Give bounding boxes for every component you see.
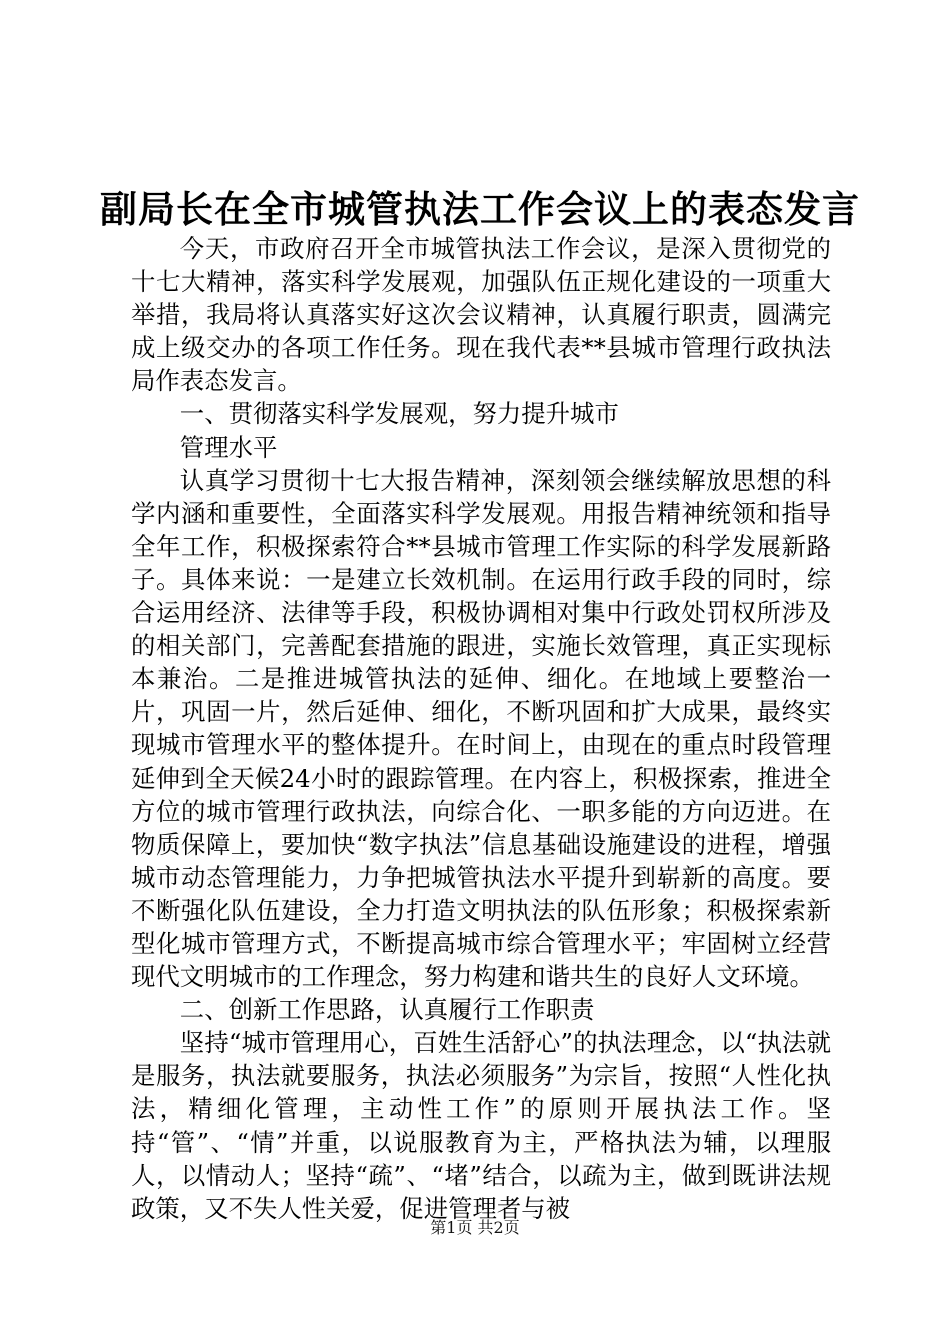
section-heading-1: 一、贯彻落实科学发展观，努力提升城市 bbox=[179, 399, 619, 429]
intro-paragraph: 今天，市政府召开全市城管执法工作会议，是深入贯彻党的十七大精神，落实科学发展观，加强队伍正规化建设的一项重大举措，我局将认真落实好这次会议精神，认真履行职责，圆满完成上级交办的各项工作任务。现在我代表**县城市管理行政执法局作表态发言。 bbox=[131, 234, 831, 396]
section-heading-2: 二、创新工作思路，认真履行工作职责 bbox=[179, 995, 595, 1025]
section-heading-1-continued: 管理水平 bbox=[179, 432, 278, 462]
page-number-footer: 第1页 共2页 bbox=[430, 1218, 520, 1237]
section-1-paragraph: 认真学习贯彻十七大报告精神，深刻领会继续解放思想的科学内涵和重要性，全面落实科学发展观。用报告精神统领和指导全年工作，积极探索符合**县城市管理工作实际的科学发展新路子。具体来说：一是建立长效机制。在运用行政手段的同时，综合运用经济、法律等手段，积极协调相对集中行政处罚权所涉及的相关部门，完善配套措施的跟进，实施长效管理，真正实现标本兼治。二是推进城管执法的延伸、细化。在地域上要整治一片，巩固一片，然后延伸、细化，不断巩固和扩大成果，最终实现城市管理水平的整体提升。在时间上，由现在的重点时段管理延伸到全天候24小时的跟踪管理。在内容上，积极探索，推进全方位的城市管理行政执法，向综合化、一职多能的方向迈进。在物质保障上，要加快“数字执法”信息基础设施建设的进程，增强城市动态管理能力，力争把城管执法水平提升到崭新的高度。要不断强化队伍建设，全力打造文明执法的队伍形象；积极探索新型化城市管理方式，不断提高城市综合管理水平；牢固树立经营现代文明城市的工作理念，努力构建和谐共生的良好人文环境。 bbox=[131, 465, 831, 992]
section-2-paragraph: 坚持“城市管理用心，百姓生活舒心”的执法理念，以“执法就是服务，执法就要服务，执法必须服务”为宗旨，按照“人性化执法，精细化管理，主动性工作”的原则开展执法工作。坚持“管”、“情”并重，以说服教育为主，严格执法为辅，以理服人，以情动人；坚持“疏”、“堵”结合，以疏为主，做到既讲法规政策，又不失人性关爱，促进管理者与被 bbox=[131, 1028, 831, 1223]
document-body bbox=[131, 232, 831, 1225]
document-title: 副局长在全市城管执法工作会议上的表态发言 bbox=[100, 186, 860, 231]
